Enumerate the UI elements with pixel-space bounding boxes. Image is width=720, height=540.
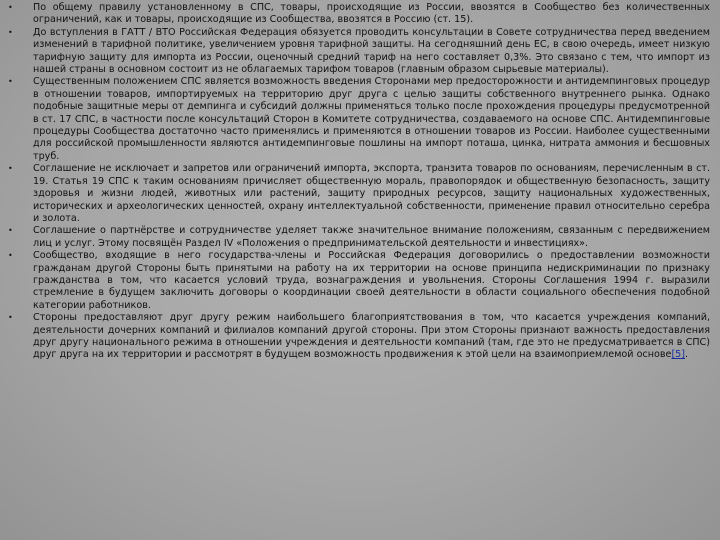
bullet-dot-icon: • <box>8 164 13 174</box>
bullet-dot-icon: • <box>8 313 13 323</box>
list-item <box>8 250 710 312</box>
bullet-dot-icon: • <box>8 251 13 261</box>
list-item <box>8 312 710 362</box>
paragraph-text: По общему правилу установленному в СПС, товары, происходящие из России, ввозятся в Сообщество без количественных ограничений, как и товары, происходящие из Сообщества, ввозятся в Россию (ст. 15). <box>33 2 710 26</box>
list-item <box>8 27 710 77</box>
bullet-dot-icon: • <box>8 27 13 37</box>
paragraph-text: Соглашение не исключает и запретов или ограничений импорта, экспорта, транзита товаров по основаниям, перечисленным в ст. 19. Статья 19 СПС к таким основаниям причисляет общественную мораль, правопорядок и общественную безопасность, защиту здоровья и жизни людей, животных или растений, защиту природных ресурсов, защиту национальных художественных, исторических и археологических ценностей, охрану интеллектуальной собственности, применение правил относительно серебра и золота. <box>33 163 710 224</box>
list-item <box>8 225 710 250</box>
bullet-dot-icon: • <box>8 77 13 87</box>
paragraph-text: Существенным положением СПС является возможность введения Сторонами мер предосторожности и антидемпинговых процедур в отношении товаров, импортируемых на территорию друг друга с целью защиты собственного внутреннего рынка. Однако подобные защитные меры от демпинга и субсидий должны применяться только после прохождения процедуры предусмотренной в ст. 17 СПС, в частности после консультаций Сторон в Комитете сотрудничества, создаваемого на основе СПС. Антидемпинговые процедуры Сообщества достаточно часто применялись и применяются в отношении товаров из России. Наиболее существенными для российской промышленности являются антидемпинговые пошлины на импорт поташа, цинка, нитрата аммония и бесшовных труб. <box>33 76 710 162</box>
bullet-dot-icon: • <box>8 226 13 236</box>
list-item <box>8 163 710 225</box>
paragraph-text: До вступления в ГАТТ / ВТО Российская Федерация обязуется проводить консультации в Совете сотрудничества перед введением изменений в тарифной политике, увеличением уровня тарифной защиты. На сегодняшний день ЕС, в свою очередь, имеет низкую тарифную защиту для импорта из России, оценочный средний тариф на него составляет 0,3%. Это связано с тем, что импорт из нашей страны в основном состоит из не облагаемых тарифом товаров (главным образом сырьевые материалы). <box>33 26 710 76</box>
list-item <box>8 2 710 27</box>
paragraph-text: Сообщество, входящие в него государства-члены и Российская Федерация договорились о предоставлении возможности гражданам другой Стороны быть принятыми на работу на их территории на основе принципа недискриминации по признаку гражданства в том, что касается условий труда, вознаграждения и увольнения. Стороны Соглашения 1994 г. выразили стремление в будущем заключить договоры о координации своей деятельности в области социального обеспечения подобной категории работников. <box>33 250 710 311</box>
bullet-dot-icon: • <box>8 3 13 12</box>
list-item <box>8 76 710 163</box>
closing-punctuation: . <box>685 349 689 361</box>
paragraph-text: Стороны предоставляют друг другу режим наибольшего благоприятствования в том, что касается учреждения компаний, деятельности дочерних компаний и филиалов компаний другой стороны. При этом Стороны признают важность предоставления друг другу национального режима в отношении учреждения и деятельности компаний (там, где это не предусматривается в СПС) друг друга на их территории и рассмотрят в будущем возможность продвижения к этой цели на взаимоприемлемой основе <box>33 312 710 361</box>
bullet-list <box>8 2 710 362</box>
paragraph-text: Соглашение о партнёрстве и сотрудничестве уделяет также значительное внимание положениям, связанным с передвижением лиц и услуг. Этому посвящён Раздел IV «Положения о предпринимательской деятельности и инвестициях». <box>33 225 710 249</box>
footnote-link[interactable]: [5] <box>671 349 686 361</box>
